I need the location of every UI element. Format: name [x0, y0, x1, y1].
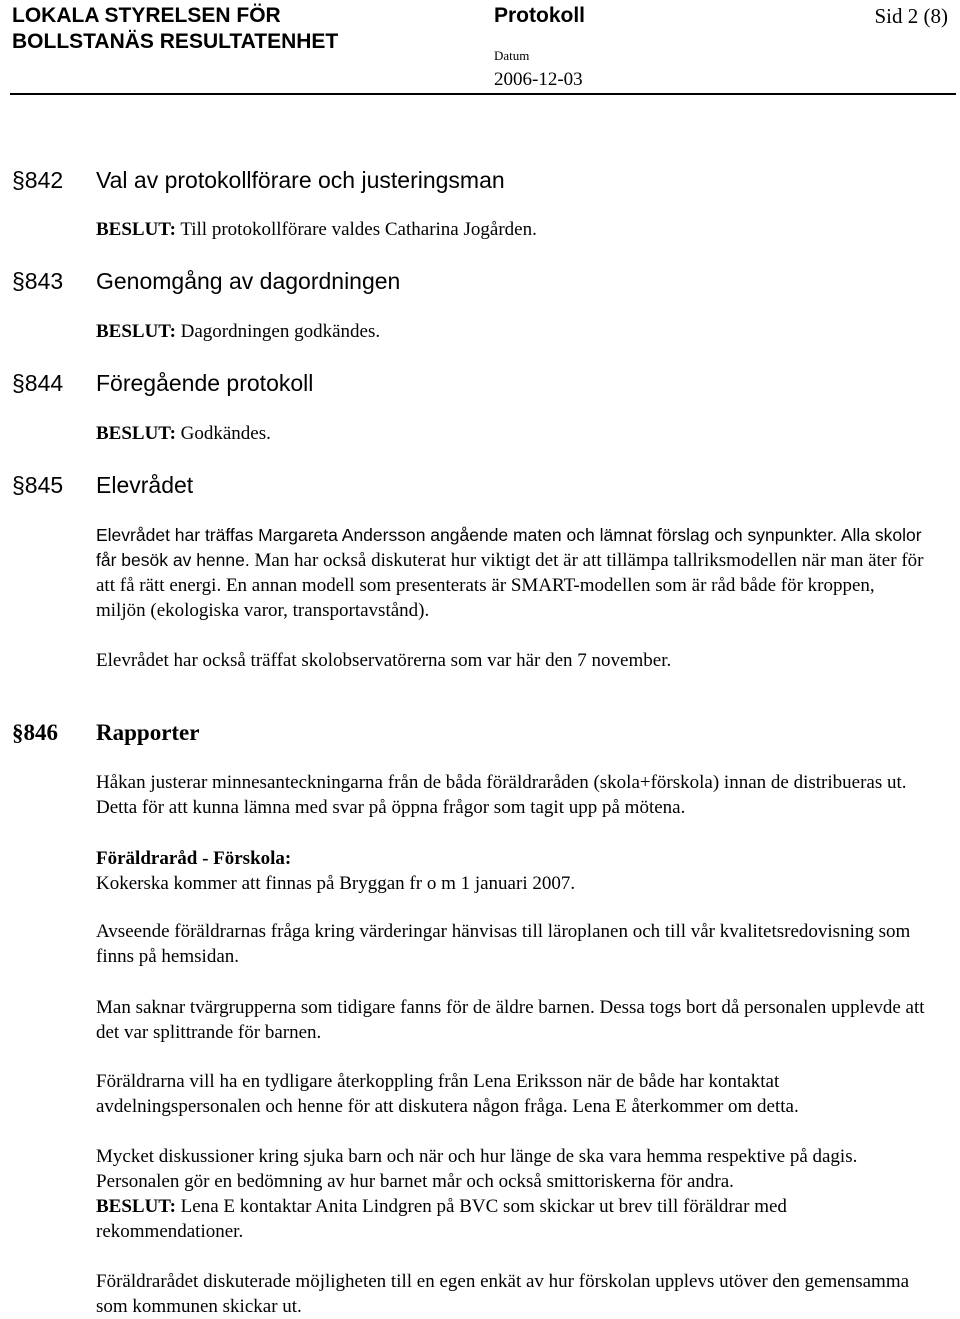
- organization-line-2: BOLLSTANÄS RESULTATENHET: [12, 30, 339, 53]
- section-number: §842: [12, 167, 64, 193]
- document-header: [0, 0, 960, 96]
- section-number: §846: [12, 720, 58, 745]
- section-title: Elevrådet: [96, 472, 194, 498]
- paragraph-sans-part: Elevrådet har träffas Margareta Andersson angående maten och lämnat förslag och synpunkter. Alla skolor får besök av henne.: [96, 525, 922, 570]
- section-845-paragraph-1: [96, 523, 926, 623]
- paragraph-text: Mycket diskussioner kring sjuka barn och när och hur länge de ska vara hemma respektive på dagis. Personalen gör en bedömning av hur barnet mår och också smittoriskerna för andra.: [96, 1146, 858, 1192]
- section-title: Val av protokollförare och justeringsman: [96, 167, 505, 193]
- decision-text: Till protokollförare valdes Catharina Jogården.: [175, 219, 537, 240]
- section-number: §843: [12, 268, 64, 294]
- header-divider: [10, 93, 956, 95]
- decision-label: BESLUT:: [96, 219, 176, 240]
- decision-label: BESLUT:: [96, 321, 176, 342]
- section-846-paragraph-4: Man saknar tvärgrupperna som tidigare fanns för de äldre barnen. Dessa togs bort då personalen upplevde att det var splittrande för barnen.: [96, 997, 925, 1043]
- section-843-decision: [96, 319, 926, 344]
- section-title: Föregående protokoll: [96, 370, 314, 396]
- page-number: Sid 2 (8): [874, 4, 948, 28]
- organization-line-1: LOKALA STYRELSEN FÖR: [12, 4, 281, 27]
- date-label: Datum: [494, 48, 530, 63]
- decision-label: BESLUT:: [96, 1196, 176, 1217]
- section-846-paragraph-5: Föräldrarna vill ha en tydligare återkoppling från Lena Eriksson när de både har kontaktat avdelningspersonalen och henne för att diskutera någon fråga. Lena E återkommer om detta.: [96, 1071, 799, 1117]
- section-number: §845: [12, 472, 64, 498]
- document-type: Protokoll: [494, 4, 586, 27]
- date-value: 2006-12-03: [494, 69, 583, 90]
- section-title: Rapporter: [96, 720, 200, 745]
- section-842-decision: [96, 217, 926, 242]
- organization-name: [12, 3, 338, 55]
- section-846-paragraph-1: Håkan justerar minnesanteckningarna från de båda föräldraråden (skola+förskola) innan de distribueras ut. Detta för att kunna lämna med svar på öppna frågor som tagit upp på mötena.: [96, 772, 907, 818]
- section-number: §844: [12, 370, 64, 396]
- section-844-decision: [96, 421, 926, 446]
- section-846-paragraph-7: Föräldrarådet diskuterade möjligheten till en egen enkät av hur förskolan upplevs utöver den gemensamma som kommunen skickar ut.: [96, 1271, 910, 1317]
- section-846-paragraph-6: [96, 1144, 926, 1244]
- decision-text: Godkändes.: [175, 423, 271, 444]
- section-846-paragraph-3: Avseende föräldrarnas fråga kring värderingar hänvisas till läroplanen och till vår kvalitetsredovisning som finns på hemsidan.: [96, 921, 911, 967]
- section-845-paragraph-2: Elevrådet har också träffat skolobservatörerna som var här den 7 november.: [96, 650, 672, 671]
- decision-text: Dagordningen godkändes.: [175, 321, 381, 342]
- section-846-subheading: Föräldraråd - Förskola:: [96, 848, 292, 869]
- decision-text: Lena E kontaktar Anita Lindgren på BVC som skickar ut brev till föräldrar med rekommendationer.: [96, 1196, 787, 1242]
- section-title: Genomgång av dagordningen: [96, 268, 401, 294]
- paragraph-serif-part: Man har också diskuterat hur viktigt det är att tillämpa tallriksmodellen när man äter för att få rätt energi. En annan modell som presenterats är SMART-modellen som är råd både för kroppen, miljön (ekologiska varor, transportavstånd).: [96, 550, 924, 621]
- section-846-paragraph-2: Kokerska kommer att finnas på Bryggan fr o m 1 januari 2007.: [96, 873, 576, 894]
- decision-label: BESLUT:: [96, 423, 176, 444]
